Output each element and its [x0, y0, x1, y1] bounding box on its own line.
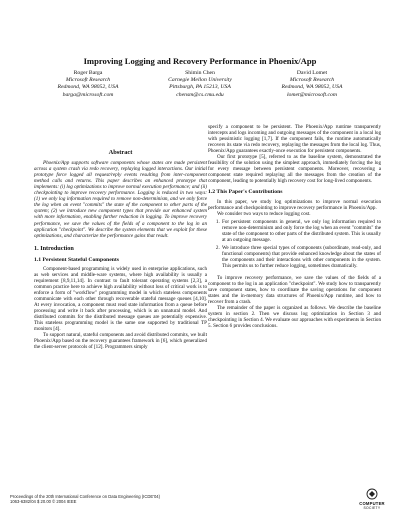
- left-column: [34, 150, 207, 350]
- author-address: Redmond, WA 98052, USA: [57, 84, 119, 91]
- logo-text-society: SOCIETY: [363, 506, 381, 510]
- body-paragraph: specify a component to be persistent. The Phoenix/App runtime transparently intercepts and logs incoming and outgoing messages of the component in a local log with pessimistic logging [1,7]. If the component fails, the runtime automatically recovers its state via redo recovery, replaying the messages from the local log. Thus, Phoenix/App guarantees exactly-once execution for persistent components.: [208, 124, 381, 155]
- author-email: lomet@microsoft.com: [286, 91, 338, 98]
- subsection-heading-persistent: 1.1 Persistent Stateful Components: [34, 256, 119, 263]
- proceedings-footer: [10, 494, 160, 504]
- ieee-logo-icon: [366, 488, 378, 500]
- author-affiliation: Carnegie Mellon University: [168, 77, 232, 84]
- author-name: Roger Barga: [73, 70, 103, 76]
- body-paragraph: Our first prototype [5], referred to as the baseline system, demonstrated the feasibility of the solution using the simplest approach, immediately forcing the log for every message between persistent components. Moreover, recovering a component state required replaying all the messages from the creation of the component, leading to potentially high recovery cost for long-lived components.: [208, 154, 381, 185]
- author-3: [254, 70, 370, 99]
- author-block: [30, 70, 370, 114]
- author-1: [30, 70, 146, 99]
- footer-line: 1063-6382/04 $ 20.00 © 2004 IEEE: [10, 499, 77, 505]
- body-paragraph: We consider two ways to reduce logging cost.: [217, 210, 311, 217]
- body-paragraph: To support natural, stateful components and avoid distributed commits, we built Phoenix/App based on the recovery guarantees framework in [6], which generalized the client-server protocols of [12]. Programmers simply: [34, 332, 207, 351]
- logo-text-computer: COMPUTER: [359, 501, 385, 506]
- author-name: David Lomet: [296, 70, 328, 76]
- body-paragraph: In this paper, we study log optimizations to improve normal execution performance and checkpointing to improve recovery performance in Phoenix/App.: [208, 198, 381, 211]
- author-email: barga@microsoft.com: [62, 91, 114, 98]
- footer-line: Proceedings of the 20th International Conference on Data Engineering (ICDE'04): [10, 494, 161, 499]
- contributions-list: [208, 219, 381, 269]
- author-affiliation: Microsoft Research: [289, 77, 335, 84]
- author-email: chensm@cs.cmu.edu: [176, 91, 224, 98]
- computer-society-logo: [352, 488, 392, 512]
- body-paragraph: Component-based programming is widely used in enterprise applications, such as web services and middle-ware systems, where high availability is usually a requirement [8,9,11,14]. In contrast to fault tolerant operating systems [2,3], a common practice here to achieve high availability without loss of critical work is to enforce a form of "workflow" programming model in which stateless components communicate with each other through recoverable stateful message queues [4,10]. At every invocation, a component must read state information from a queue before processing and write it back after processing, which is an unnatural model. And distributed commits for the distributed message queues are potentially expensive. This stateless programming model is the same one supported by traditional TP monitors [4].: [34, 265, 207, 333]
- body-paragraph: To improve recovery performance, we save the values of the fields of a component to the log in an application "checkpoint". We study how to transparently save component states, how to coordinate the saving operations for component states and the in-memory data structures of Phoenix/App runtime, and how to recover from a crash.: [208, 275, 381, 306]
- author-address: Pittsburgh, PA 15213, USA: [169, 84, 231, 91]
- author-2: [142, 70, 258, 99]
- author-affiliation: Microsoft Research: [65, 77, 111, 84]
- author-name: Shimin Chen: [185, 70, 215, 76]
- list-item: 2. We introduce three special types of components (subordinate, read-only, and functional components) that provide enhanced knowledge about the states of the components and their interactions with other components in the system. This permits us to further reduce logging, sometimes dramatically.: [221, 245, 381, 269]
- subsection-heading-contributions: 1.2 This Paper's Contributions: [208, 189, 283, 196]
- abstract-heading: Abstract: [108, 149, 133, 156]
- section-heading-introduction: 1. Introduction: [34, 244, 74, 252]
- right-column: [208, 124, 381, 329]
- abstract-text: Phoenix/App supports software components whose states are made persistent across a system crash via redo recovery, replaying logged interactions. Our initial prototype force logged all request/reply events resulting from inter-component method calls and returns. This paper describes an enhanced prototype that implements: (i) log optimizations to improve normal execution performance; and (ii) checkpointing to improve recovery performance. Logging is reduced in two ways: (1) we only log information required to remove non-determinism, and we only force the log when an event "commits" the state of the component to other parts of the system; (2) we introduce new component types that provide our enhanced system with more information, enabling further reduction in logging. To improve recovery performance, we save the values of the fields of a component to the log in an application "checkpoint". We describe the system elements that we exploit for these optimizations, and characterize the performance gains that result.: [34, 160, 207, 239]
- body-paragraph: The remainder of the paper is organized as follows. We describe the baseline system in section 2. Then we discuss log optimization in Section 3 and checkpointing in Section 4. We evaluate our approaches with experiments in Section 5. Section 6 provides conclusions.: [208, 305, 381, 330]
- paper-title: Improving Logging and Recovery Performance in Phoenix/App: [83, 56, 317, 66]
- author-address: Redmond, WA 98052, USA: [281, 84, 343, 91]
- list-item: 1. For persistent components in general, we only log information required to remove non-determinism and only force the log when an event "commits" the state of the component to other parts of the distributed system. This is usually at an outgoing message.: [221, 219, 381, 243]
